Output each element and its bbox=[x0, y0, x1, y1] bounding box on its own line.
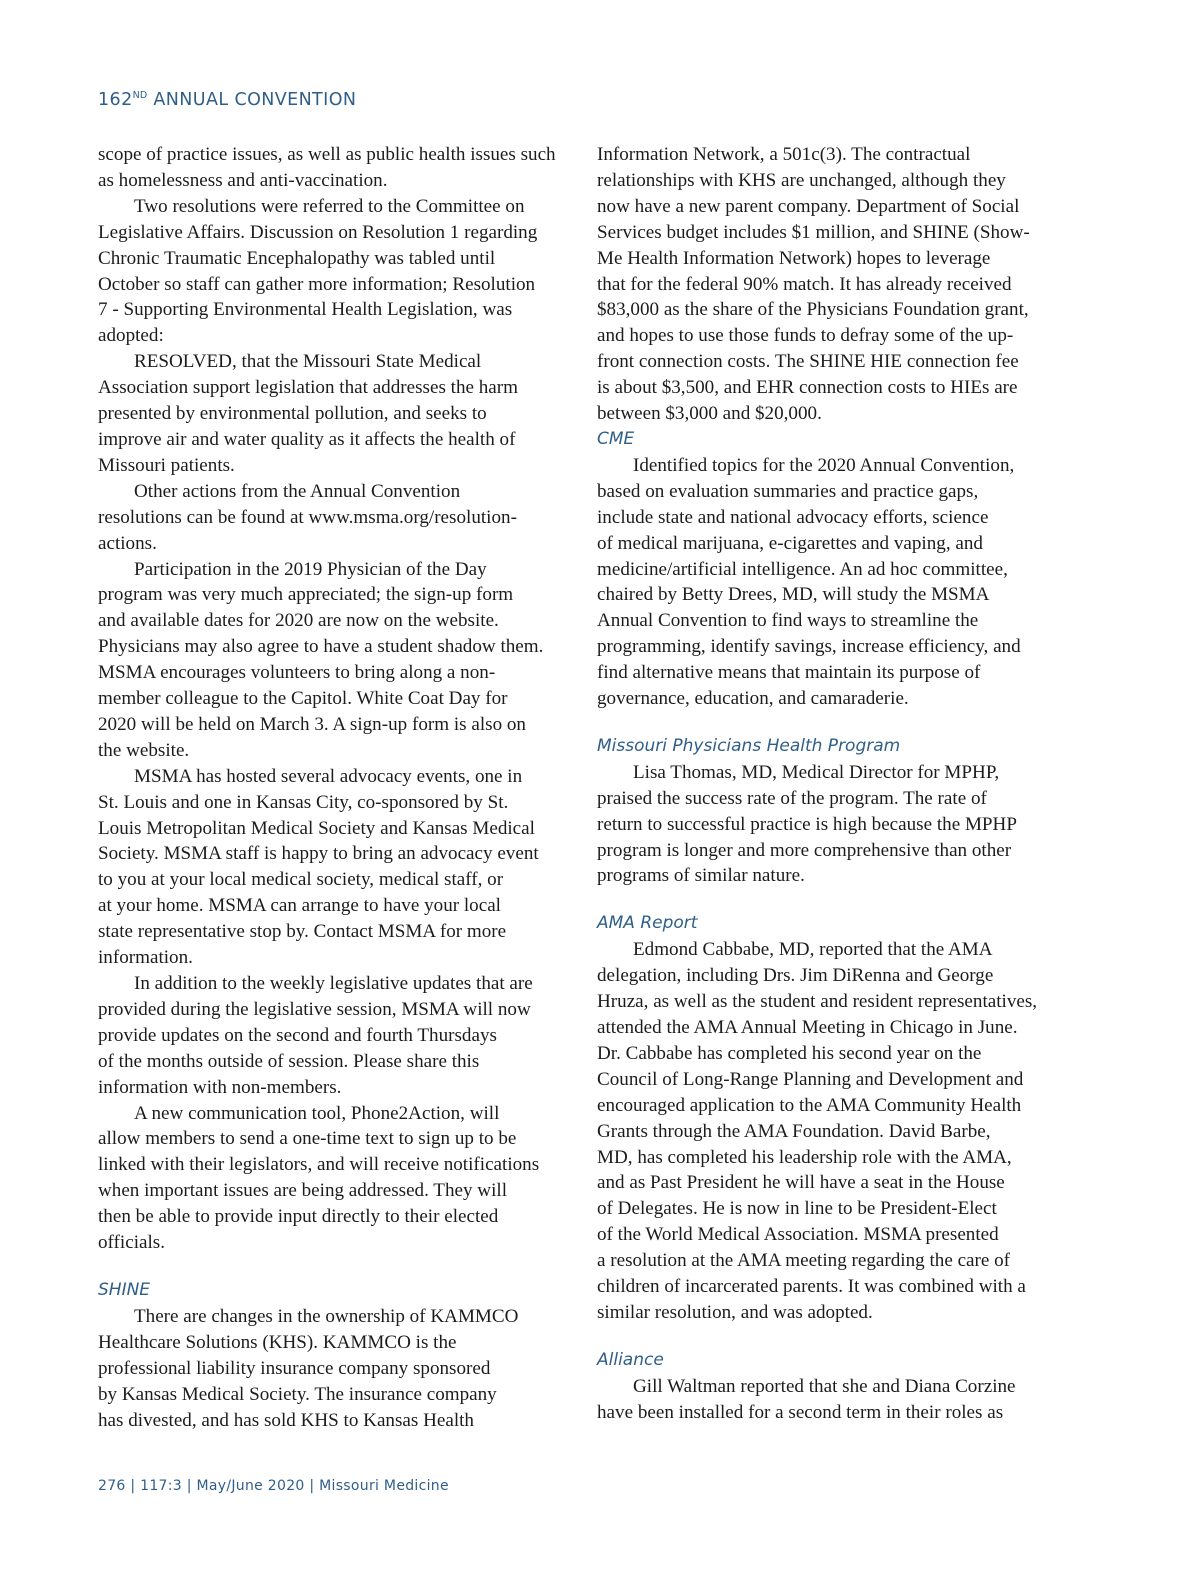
paragraph: Edmond Cabbabe, MD, reported that the AMA delegation, including Drs. Jim DiRenna and George Hruza, as well as the student and resident representatives, attended the AMA Annual Meeting in Chicago in June. Dr. Cabbabe has completed his second year on the Council of Long-Range Planning and Development and encouraged application to the AMA Community Health Grants through the AMA Foundation. David Barbe, MD, has completed his leadership role with the AMA, and as Past President he will have a seat in the House of Delegates. He is now in line to be President-Elect of the World Medical Association. MSMA presented a resolution at the AMA meeting regarding the care of children of incarcerated parents. It was combined with a similar resolution, and was adopted. bbox=[597, 939, 1038, 1323]
section-heading-alliance: Alliance bbox=[597, 1349, 664, 1370]
header-title: ANNUAL CONVENTION bbox=[153, 90, 357, 110]
paragraph: Information Network, a 501c(3). The contractual relationships with KHS are unchanged, although they now have a new parent company. Department of Social Services budget includes $1 million, and SHINE (Show- Me Health Information Network) hopes to leverage that for the federal 90% match. It has already received $83,000 as the share of the Physicians Foundation grant, and hopes to use those funds to defray some of the up- front connection costs. The SHINE HIE connection fee is about $3,500, and EHR connection costs to HIEs are between $3,000 and $20,000. bbox=[597, 144, 1030, 425]
section-spacer bbox=[597, 712, 1067, 734]
right-column bbox=[597, 142, 1067, 1426]
section-heading-ama-report: AMA Report bbox=[597, 913, 698, 934]
paragraph: Two resolutions were referred to the Committee on Legislative Affairs. Discussion on Resolution 1 regarding Chronic Traumatic Encephalopathy was tabled until October so staff can gather more information; Resolution 7 - Supporting Environmental Health Legislation, was adopted: bbox=[98, 195, 538, 347]
page-footer: 276 | 117:3 | May/June 2020 | Missouri Medicine bbox=[98, 1478, 449, 1494]
paragraph: Lisa Thomas, MD, Medical Director for MPHP, praised the success rate of the program. The rate of return to successful practice is high because the MPHP program is longer and more comprehensive than other programs of similar nature. bbox=[597, 761, 1017, 887]
resolution-text: RESOLVED, that the Missouri State Medical Association support legislation that addresses the harm presented by environmental pollution, and seeks to improve air and water quality as it affects the health of Missouri patients. bbox=[98, 351, 518, 476]
running-header bbox=[98, 90, 356, 110]
paragraph: Gill Waltman reported that she and Diana Corzine have been installed for a second term in their roles as bbox=[597, 1375, 1016, 1423]
paragraph: A new communication tool, Phone2Action, will allow members to send a one-time text to sign up to be linked with their legislators, and will receive notifications when important issues are being addressed. They will then be able to provide input directly to their elected officials. bbox=[98, 1102, 540, 1254]
paragraph: Participation in the 2019 Physician of the Day program was very much appreciated; the sign-up form and available dates for 2020 are now on the website. Physicians may also agree to have a student shadow them. MSMA encourages volunteers to bring along a non- member colleague to the Capitol. White Coat Day for 2020 will be held on March 3. A sign-up form is also on the website. bbox=[98, 558, 544, 761]
paragraph: MSMA has hosted several advocacy events, one in St. Louis and one in Kansas City, co-sponsored by St. Louis Metropolitan Medical Society and Kansas Medical Society. MSMA staff is happy to bring an advocacy event to you at your local medical society, medical staff, or at your home. MSMA can arrange to have your local state representative stop by. Contact MSMA for more information. bbox=[98, 765, 539, 969]
left-column bbox=[98, 142, 582, 1433]
header-number: 162 bbox=[98, 90, 133, 110]
header-ordinal-suffix: ND bbox=[132, 90, 148, 101]
section-heading-cme: CME bbox=[597, 428, 635, 449]
paragraph: scope of practice issues, as well as public health issues such as homelessness and anti-vaccination. bbox=[98, 144, 556, 191]
paragraph: In addition to the weekly legislative updates that are provided during the legislative session, MSMA will now provide updates on the second and fourth Thursdays of the months outside of session. Please share this information with non-members. bbox=[98, 973, 533, 1098]
paragraph: Other actions from the Annual Convention resolutions can be found at www.msma.org/resolution- actions. bbox=[98, 480, 517, 554]
paragraph: There are changes in the ownership of KAMMCO Healthcare Solutions (KHS). KAMMCO is the professional liability insurance company sponsored by Kansas Medical Society. The insurance company has divested, and has sold KHS to Kansas Health bbox=[98, 1305, 519, 1431]
section-spacer bbox=[597, 1326, 1067, 1348]
section-spacer bbox=[597, 889, 1067, 911]
section-spacer bbox=[98, 1256, 582, 1278]
section-heading-mphp: Missouri Physicians Health Program bbox=[597, 735, 901, 756]
paragraph: Identified topics for the 2020 Annual Convention, based on evaluation summaries and practice gaps, include state and national advocacy efforts, science of medical marijuana, e-cigarettes and vaping, and medicine/artificial intelligence. An ad hoc committee, chaired by Betty Drees, MD, will study the MSMA Annual Convention to find ways to streamline the programming, identify savings, increase efficiency, and find alternative means that maintain its purpose of governance, education, and camaraderie. bbox=[597, 454, 1021, 710]
section-heading-shine: SHINE bbox=[98, 1279, 151, 1300]
